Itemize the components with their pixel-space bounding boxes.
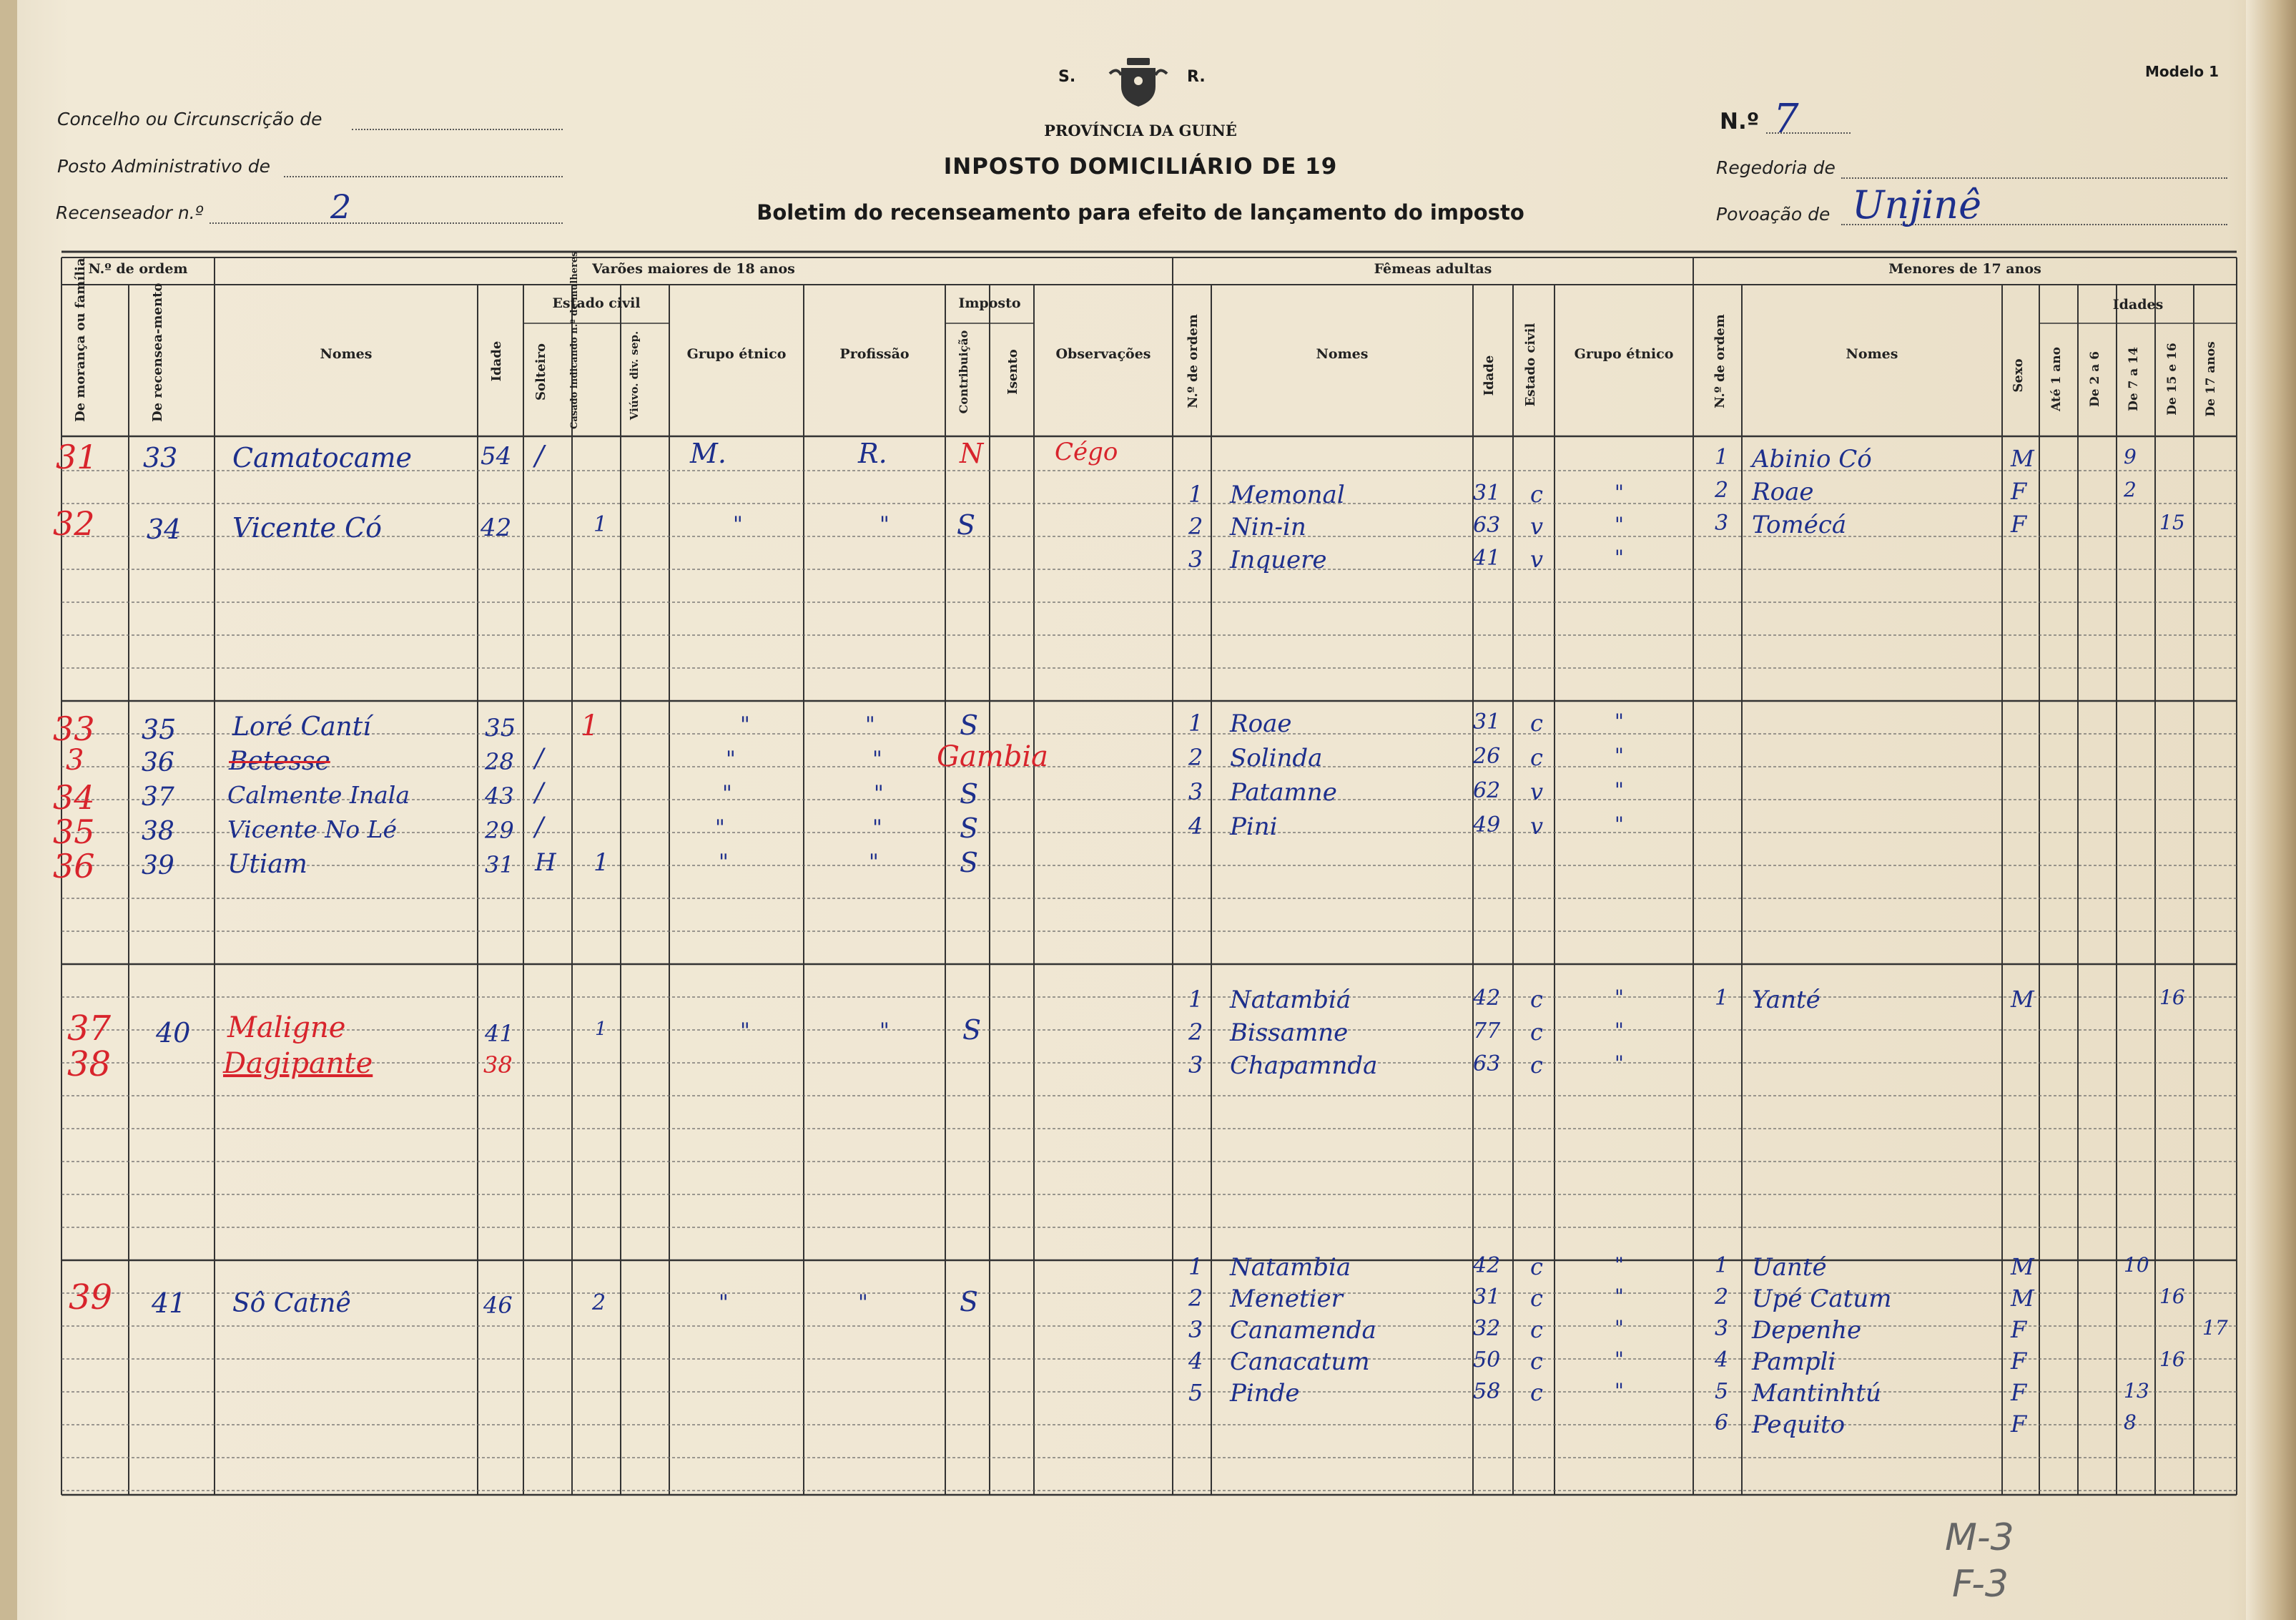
female-name: Patamne [1230, 778, 1337, 807]
povoacao-value: Unjinê [1852, 182, 1982, 227]
female-age: 31 [1473, 710, 1501, 735]
male-name: Vicente No Lé [227, 815, 398, 843]
col-sexo: Sexo [2011, 358, 2026, 393]
grupo-etnico: " [726, 747, 736, 772]
minor-sex: F [2011, 1379, 2027, 1406]
male-name: Dagipante [223, 1047, 373, 1080]
minor-name: Yanté [1752, 986, 1820, 1014]
minor-sex: F [2011, 478, 2027, 505]
grupo-etnico: " [733, 512, 743, 537]
female-age: 63 [1473, 1051, 1501, 1076]
contribuicao: N [960, 438, 984, 469]
minor-sex: M [2011, 445, 2034, 472]
model-label: Modelo 1 [2145, 63, 2219, 80]
female-age: 42 [1473, 1253, 1501, 1278]
section-varoes: Varões maiores de 18 anos [592, 261, 795, 277]
female-age: 49 [1473, 813, 1501, 838]
female-age: 63 [1473, 513, 1501, 538]
col-profissao: Profissão [839, 346, 910, 362]
grupo-etnico: " [719, 1290, 729, 1315]
observacoes: Cégo [1055, 438, 1118, 466]
grupo-etnico: " [740, 1018, 750, 1044]
minor-name: Upé Catum [1752, 1285, 1892, 1313]
male-age: 54 [481, 442, 512, 471]
female-grupo-etnico: " [1615, 1379, 1624, 1403]
female-name: Roae [1230, 710, 1292, 738]
female-order-num: 1 [1188, 986, 1203, 1013]
female-order-num: 3 [1188, 546, 1203, 573]
contribuicao: S [960, 778, 979, 810]
fam-num: 37 [67, 1008, 112, 1049]
minor-age: 9 [2124, 445, 2137, 468]
minor-age: 15 [2159, 511, 2185, 534]
female-order-num: 2 [1188, 513, 1203, 540]
minor-age: 13 [2124, 1379, 2149, 1403]
female-estado-civil: c [1530, 986, 1543, 1013]
rec-num: 38 [142, 817, 174, 846]
female-name: Canacatum [1230, 1347, 1370, 1376]
female-estado-civil: c [1530, 1018, 1543, 1046]
profissao: " [872, 747, 882, 772]
female-order-num: 4 [1188, 1347, 1203, 1375]
col-m-ordem: N.º de ordem [1713, 314, 1728, 408]
female-order-num: 4 [1188, 813, 1203, 840]
female-order-num: 2 [1188, 1018, 1203, 1046]
contribuicao: S [960, 1286, 979, 1317]
minor-sex: M [2011, 986, 2034, 1013]
rec-num: 41 [152, 1287, 187, 1319]
female-name: Natambia [1230, 1253, 1351, 1282]
col-imposto: Imposto [958, 295, 1021, 311]
female-name: Pinde [1230, 1379, 1300, 1408]
casado-mark: 2 [592, 1290, 606, 1315]
rec-num: 39 [142, 851, 174, 880]
fam-num: 34 [53, 778, 95, 817]
col-de17: De 17 anos [2204, 341, 2218, 417]
minor-name: Pequito [1752, 1410, 1846, 1439]
female-order-num: 1 [1188, 481, 1203, 508]
female-name: Inquere [1230, 546, 1327, 574]
solteiro-mark: / [535, 813, 544, 842]
female-order-num: 2 [1188, 744, 1203, 771]
female-grupo-etnico: " [1615, 1018, 1624, 1042]
female-grupo-etnico: " [1615, 1347, 1624, 1371]
casado-mark: 1 [593, 512, 608, 537]
minor-age: 17 [2202, 1316, 2228, 1340]
profissao: R. [858, 438, 887, 469]
female-age: 62 [1473, 778, 1501, 803]
rec-num: 37 [142, 782, 174, 812]
female-estado-civil: c [1530, 744, 1543, 771]
female-estado-civil: c [1530, 481, 1543, 508]
sr-left: S. [1058, 68, 1076, 86]
col-contribuicao: Contribuição [957, 330, 970, 414]
female-estado-civil: c [1530, 1379, 1543, 1406]
profissao: " [880, 512, 890, 537]
female-name: Natambiá [1230, 986, 1351, 1014]
male-name: Utiam [227, 850, 307, 879]
col-de2a6: De 2 a 6 [2088, 351, 2102, 407]
grupo-etnico: " [722, 781, 732, 806]
profissao: " [865, 712, 875, 737]
male-name: Calmente Inala [227, 781, 410, 809]
col-num-ordem: N.º de ordem [1186, 314, 1201, 408]
col-ate1: Até 1 ano [2049, 347, 2064, 411]
female-grupo-etnico: " [1615, 778, 1624, 802]
female-name: Pini [1230, 813, 1278, 841]
minor-order-num: 2 [1715, 478, 1729, 503]
col-nomes: Nomes [320, 346, 373, 362]
col-observacoes: Observações [1055, 346, 1151, 362]
female-estado-civil: c [1530, 1285, 1543, 1312]
section-menores: Menores de 17 anos [1888, 261, 2041, 277]
minor-name: Depenhe [1752, 1316, 1862, 1345]
minor-age: 8 [2124, 1410, 2137, 1434]
subtitle: Boletim do recenseamento para efeito de lançamento do imposto [757, 200, 1524, 225]
minor-name: Abinio Có [1752, 445, 1872, 473]
minor-order-num: 3 [1715, 511, 1729, 536]
female-grupo-etnico: " [1615, 710, 1624, 733]
female-estado-civil: c [1530, 710, 1543, 737]
rec-num: 33 [143, 442, 178, 473]
female-grupo-etnico: " [1615, 1285, 1624, 1308]
female-order-num: 1 [1188, 710, 1203, 737]
minor-order-num: 1 [1715, 986, 1729, 1011]
solteiro-mark: / [535, 440, 544, 471]
tally-female: F-3 [1952, 1563, 2009, 1606]
male-name: Vicente Có [232, 512, 382, 544]
sr-right: R. [1187, 68, 1206, 86]
male-age: 31 [485, 851, 514, 878]
male-name: Maligne [227, 1011, 346, 1044]
female-estado-civil: c [1530, 1051, 1543, 1079]
female-age: 31 [1473, 481, 1501, 506]
female-name: Menetier [1230, 1285, 1343, 1313]
minor-age: 16 [2159, 1347, 2185, 1371]
female-order-num: 3 [1188, 778, 1203, 805]
fam-num: 33 [53, 710, 95, 748]
minor-sex: M [2011, 1285, 2034, 1312]
solteiro-mark: / [535, 744, 544, 773]
male-age: 42 [481, 514, 512, 542]
minor-name: Uanté [1752, 1253, 1827, 1282]
female-order-num: 5 [1188, 1379, 1203, 1406]
male-name: Loré Cantí [232, 712, 371, 742]
female-grupo-etnico: " [1615, 481, 1624, 504]
rec-num: 34 [147, 514, 182, 545]
male-name: Camatocame [232, 442, 413, 473]
col-moranca: De morança ou família [73, 257, 88, 422]
povoacao-label: Povoação de [1716, 204, 1831, 225]
minor-order-num: 1 [1715, 1253, 1729, 1278]
fam-num: 31 [56, 438, 98, 476]
rec-num: 36 [142, 748, 174, 777]
fam-num: 3 [66, 744, 84, 777]
regedoria-label: Regedoria de [1716, 157, 1836, 178]
contribuicao: S [960, 847, 979, 878]
col-de15e16: De 15 e 16 [2165, 343, 2179, 416]
female-name: Solinda [1230, 744, 1323, 772]
female-order-num: 1 [1188, 1253, 1203, 1280]
minor-age: 16 [2159, 1285, 2185, 1308]
profissao: " [869, 850, 879, 875]
female-name: Nin-in [1230, 513, 1306, 541]
female-grupo-etnico: " [1615, 1316, 1624, 1340]
minor-order-num: 3 [1715, 1316, 1729, 1341]
minor-name: Tomécá [1752, 511, 1847, 539]
grupo-etnico: " [740, 712, 750, 737]
minor-sex: F [2011, 511, 2027, 538]
fam-num: 39 [69, 1277, 113, 1317]
female-name: Memonal [1230, 481, 1345, 509]
female-age: 26 [1473, 744, 1501, 769]
rec-num: 40 [156, 1017, 191, 1049]
recenseador-label: Recenseador n.º [56, 202, 204, 223]
female-age: 58 [1473, 1379, 1501, 1404]
col-viuvo: Viúvo. div. sep. [628, 330, 641, 421]
minor-sex: M [2011, 1253, 2034, 1280]
female-age: 50 [1473, 1347, 1501, 1373]
minor-age: 2 [2124, 478, 2137, 501]
minor-name: Mantinhtú [1752, 1379, 1881, 1408]
female-grupo-etnico: " [1615, 1253, 1624, 1277]
male-age: 43 [485, 782, 514, 810]
minor-sex: F [2011, 1316, 2027, 1343]
solteiro-mark: H [535, 848, 556, 877]
female-grupo-etnico: " [1615, 986, 1624, 1009]
minor-order-num: 2 [1715, 1285, 1729, 1310]
col-f-estado: Estado civil [1523, 323, 1538, 407]
female-order-num: 2 [1188, 1285, 1203, 1312]
grupo-etnico: " [715, 815, 725, 840]
minor-order-num: 6 [1715, 1410, 1729, 1435]
col-m-nomes: Nomes [1846, 346, 1898, 362]
female-age: 41 [1473, 546, 1501, 571]
male-name: Sô Catnê [232, 1289, 351, 1318]
profissao: " [872, 815, 882, 840]
female-estado-civil: c [1530, 1316, 1543, 1343]
minor-sex: F [2011, 1410, 2027, 1438]
col-f-idade: Idade [1482, 355, 1497, 396]
col-f-grupo: Grupo étnico [1574, 346, 1674, 362]
col-isento: Isento [1005, 349, 1020, 395]
col-recenseamento: De recensea-mento [150, 283, 165, 422]
male-age: 28 [485, 748, 514, 775]
fam-num: 35 [53, 813, 95, 851]
minor-age: 16 [2159, 986, 2185, 1009]
contribuicao: S [957, 509, 976, 541]
fam-num: 36 [53, 847, 95, 885]
solteiro-mark: / [535, 778, 544, 807]
male-age: 46 [483, 1292, 513, 1319]
col-de7a14: De 7 a 14 [2127, 347, 2141, 411]
female-order-num: 3 [1188, 1316, 1203, 1343]
minor-order-num: 4 [1715, 1347, 1729, 1373]
main-title: INPOSTO DOMICILIÁRIO DE 19 [943, 154, 1338, 180]
minor-age: 10 [2124, 1253, 2149, 1277]
female-estado-civil: c [1530, 1253, 1543, 1280]
female-age: 32 [1473, 1316, 1501, 1341]
female-age: 77 [1473, 1018, 1501, 1044]
female-age: 42 [1473, 986, 1501, 1011]
observacoes: Gambia [937, 740, 1048, 773]
concelho-label: Concelho ou Circunscrição de [57, 109, 322, 129]
profissao: " [858, 1290, 868, 1315]
minor-order-num: 5 [1715, 1379, 1729, 1404]
female-estado-civil: v [1530, 513, 1544, 540]
casado-mark: 1 [581, 710, 599, 742]
male-age: 41 [485, 1020, 514, 1047]
female-grupo-etnico: " [1615, 1051, 1624, 1075]
numero-label: N.º [1720, 109, 1760, 134]
col-grupo-etnico: Grupo étnico [686, 346, 787, 362]
male-name: Betesse [229, 747, 330, 776]
minor-sex: F [2011, 1347, 2027, 1375]
female-estado-civil: v [1530, 546, 1544, 573]
female-order-num: 3 [1188, 1051, 1203, 1079]
contribuicao: S [960, 813, 979, 844]
numero-value: 7 [1773, 96, 1799, 142]
fam-num: 38 [67, 1044, 112, 1084]
female-grupo-etnico: " [1615, 813, 1624, 836]
profissao: " [880, 1018, 890, 1044]
male-age: 29 [485, 817, 514, 844]
profissao: " [874, 781, 884, 806]
female-age: 31 [1473, 1285, 1501, 1310]
contribuicao: S [962, 1014, 982, 1046]
fam-num: 32 [53, 504, 95, 543]
grupo-etnico: " [719, 850, 729, 875]
recenseador-value: 2 [330, 187, 352, 226]
female-name: Canamenda [1230, 1316, 1376, 1345]
female-name: Bissamne [1230, 1018, 1349, 1047]
section-femeas: Fêmeas adultas [1374, 261, 1492, 277]
minor-order-num: 1 [1715, 445, 1729, 470]
col-idades: Idades [2112, 297, 2164, 313]
female-grupo-etnico: " [1615, 546, 1624, 569]
casado-mark: 1 [595, 1018, 607, 1040]
posto-label: Posto Administrativo de [57, 156, 270, 177]
grupo-etnico: M. [690, 438, 726, 469]
female-grupo-etnico: " [1615, 513, 1624, 536]
rec-num: 35 [142, 714, 177, 745]
male-age: 35 [485, 714, 516, 742]
col-estado-civil: Estado civil [552, 295, 641, 311]
female-name: Chapamnda [1230, 1051, 1378, 1080]
female-estado-civil: v [1530, 813, 1544, 840]
col-solteiro: Solteiro [533, 343, 548, 401]
province-title: PROVÍNCIA DA GUINÉ [1044, 122, 1237, 139]
female-grupo-etnico: " [1615, 744, 1624, 767]
male-age: 38 [483, 1051, 513, 1079]
minor-name: Pampli [1752, 1347, 1836, 1376]
section-ordem: N.º de ordem [88, 261, 188, 277]
contribuicao: S [960, 710, 979, 741]
casado-mark: 1 [593, 848, 609, 877]
col-f-nomes: Nomes [1316, 346, 1369, 362]
col-idade: Idade [489, 340, 504, 382]
col-casado: Casado indicando n.º de mulheres [569, 251, 580, 429]
female-estado-civil: v [1530, 778, 1544, 805]
tally-male: M-3 [1945, 1516, 2014, 1559]
minor-name: Roae [1752, 478, 1814, 506]
female-estado-civil: c [1530, 1347, 1543, 1375]
